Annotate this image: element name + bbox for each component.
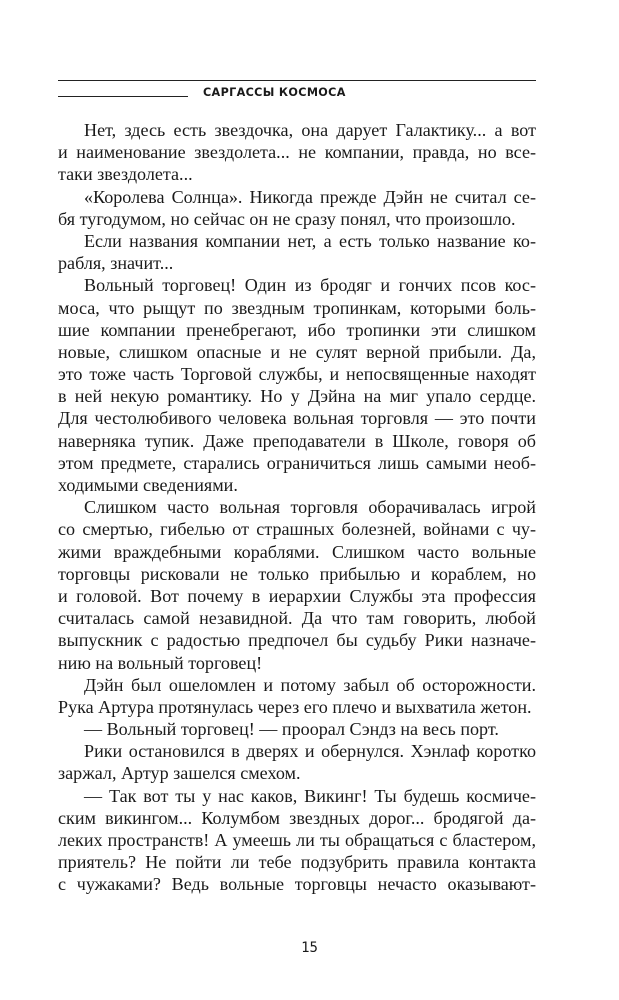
text-line: бя тугодумом, но сейчас он не сразу понял, что произошло.	[58, 208, 516, 229]
text-line: леких пространств! А умеешь ли ты обращаться с бластером,	[58, 830, 536, 850]
paragraph	[58, 274, 536, 496]
paragraph	[58, 785, 536, 896]
text-line: заржал, Артур зашелся смехом.	[58, 763, 301, 784]
running-header-title: САРГАССЫ КОСМОСА	[203, 85, 346, 99]
text-line: — Вольный торговец! — проорал Сэндз на весь порт.	[84, 719, 499, 740]
text-line: новые, слишком опасные и не сулят верной прибыли. Да,	[58, 341, 536, 362]
text-line: считалась самой незавидной. Да что там говорить, любой	[58, 608, 536, 629]
text-line: в ней некую романтику. Но у Дэйна на миг упало сердце.	[58, 386, 536, 407]
page-body-text	[58, 119, 536, 896]
text-line: торговцы рисковали не только прибылью и кораблем, но	[58, 563, 536, 584]
header-left-rule	[58, 96, 188, 97]
paragraph	[58, 186, 536, 230]
text-line: жими враждебными кораблями. Слишком часто вольные	[58, 541, 536, 562]
text-line: Слишком часто вольная торговля оборачивалась игрой	[84, 497, 536, 518]
text-line: с чужаками? Ведь вольные торговцы нечасто оказывают-	[58, 874, 536, 895]
text-line: и головой. Вот почему в иерархии Службы эта профессия	[58, 585, 536, 606]
text-line: «Королева Солнца». Никогда прежде Дэйн не считал се-	[84, 186, 536, 207]
text-line: выпускник с радостью предпочел бы судьбу Рики назначе-	[58, 630, 536, 651]
text-line: Если названия компании нет, а есть только название ко-	[84, 230, 536, 251]
text-line: ходимыми сведениями.	[58, 475, 238, 495]
text-line: Для честолюбивого человека вольная торговля — это почти	[58, 408, 536, 429]
paragraph	[58, 119, 536, 186]
text-line: приятель? Не пойти ли тебе подзубрить правила контакта	[58, 852, 536, 873]
header-top-rule	[58, 80, 536, 81]
text-line: Вольный торговец! Один из бродяг и гончих псов кос-	[84, 275, 536, 296]
text-line: моса, что рыщут по звездным тропинкам, которыми боль-	[58, 297, 536, 318]
text-line: и наименование звездолета... не компании, правда, но все-	[58, 142, 536, 163]
text-line: Рука Артура протянулась через его плечо и выхватила жетон.	[58, 696, 532, 717]
text-line: это тоже часть Торговой службы, и непосвященные находят	[58, 364, 536, 385]
text-line: Нет, здесь есть звездочка, она дарует Галактику... а вот	[84, 120, 536, 140]
text-line: таки звездолета...	[58, 164, 193, 185]
paragraph	[58, 496, 536, 674]
text-line: рабля, значит...	[58, 253, 174, 274]
text-line: наверняка тупик. Даже преподаватели в Школе, говоря об	[58, 430, 536, 451]
text-line: нию на вольный торговец!	[58, 652, 263, 673]
text-line: со смертью, гибелью от страшных болезней, войнами с чу-	[58, 519, 536, 540]
text-line: этом предмете, старались ограничиться лишь самыми необ-	[58, 452, 536, 473]
paragraph	[58, 230, 536, 274]
running-header	[58, 84, 536, 100]
page-number: 15	[301, 940, 318, 956]
paragraph	[58, 740, 536, 784]
paragraph	[58, 718, 536, 740]
text-line: — Так вот ты у нас каков, Викинг! Ты будешь космиче-	[84, 785, 536, 806]
text-line: ским викингом... Колумбом звездных дорог... бродягой да-	[58, 807, 536, 828]
text-line: Рики остановился в дверях и обернулся. Хэнлаф коротко	[84, 741, 536, 762]
text-line: Дэйн был ошеломлен и потому забыл об осторожности.	[84, 674, 536, 695]
text-line: шие компании пренебрегают, ибо тропинки эти слишком	[58, 319, 536, 340]
paragraph	[58, 674, 536, 718]
